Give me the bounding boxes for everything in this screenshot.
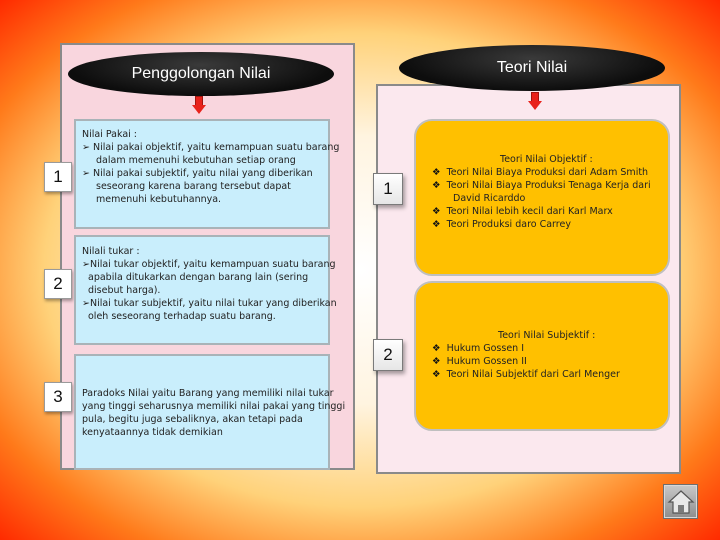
number-badge: 1: [44, 162, 72, 192]
diamond-bullet-icon: ❖: [432, 343, 441, 354]
diamond-bullet-icon: ❖: [432, 356, 441, 367]
list-item: ❖ Hukum Gossen I: [432, 343, 525, 354]
box-text-line: kenyataannya tidak demikian: [82, 427, 223, 438]
number-badge: 3: [44, 382, 72, 412]
list-item: ➢Nilai tukar objektif, yaitu kemampuan suatu barang: [82, 259, 336, 270]
list-item: ❖ Teori Nilai Biaya Produksi dari Adam Smith: [432, 167, 649, 178]
teori-nilai-objektif-box: [414, 119, 670, 276]
list-item-continued: disebut harga).: [88, 285, 161, 296]
list-item: ❖ Hukum Gossen II: [432, 356, 527, 367]
arrow-bullet-icon: ➢: [82, 259, 90, 270]
box-text-line: pula, begitu juga sebaliknya, akan tetapi pada: [82, 414, 303, 425]
right-heading: Teori Nilai: [496, 59, 568, 76]
list-item: ❖ Teori Nilai Subjektif dari Carl Menger: [432, 369, 620, 380]
teori-nilai-subjektif-box: [414, 281, 670, 431]
right-heading-oval: [399, 45, 665, 91]
box-title: Nilai Pakai :: [82, 129, 138, 140]
list-item-continued: memenuhi kebutuhannya.: [96, 194, 222, 205]
left-heading: Penggolongan Nilai: [131, 65, 271, 82]
number-badge: 1: [373, 173, 403, 205]
box-text-line: Paradoks Nilai yaitu Barang yang memiliki nilai tukar: [82, 388, 334, 399]
list-item-continued: seseorang karena barang tersebut dapat: [96, 181, 291, 192]
diamond-bullet-icon: ❖: [432, 167, 441, 178]
box-title: Teori Nilai Objektif :: [500, 154, 593, 165]
home-button[interactable]: [663, 484, 698, 519]
list-item: ❖ Teori Nilai lebih kecil dari Karl Marx: [432, 206, 613, 217]
box-title: Nilali tukar :: [82, 246, 140, 257]
list-item-continued: David Ricarddo: [453, 193, 526, 204]
list-item-continued: oleh seseorang terhadap suatu barang.: [88, 311, 276, 322]
arrow-bullet-icon: ➢: [82, 168, 93, 179]
down-arrow-icon: [528, 92, 542, 110]
diamond-bullet-icon: ❖: [432, 206, 441, 217]
nilai-tukar-box: [74, 235, 337, 345]
list-item-continued: dalam memenuhi kebutuhan setiap orang: [96, 155, 296, 166]
arrow-bullet-icon: ➢: [82, 142, 93, 153]
arrow-bullet-icon: ➢: [82, 298, 90, 309]
diamond-bullet-icon: ❖: [432, 219, 441, 230]
number-badge: 2: [44, 269, 72, 299]
list-item: ➢Nilai tukar subjektif, yaitu nilai tukar yang diberikan: [82, 298, 337, 309]
list-item: ➢ Nilai pakai objektif, yaitu kemampuan suatu barang: [82, 142, 340, 153]
list-item-continued: apabila ditukarkan dengan barang lain (sering: [88, 272, 309, 283]
down-arrow-icon: [192, 96, 206, 114]
nilai-pakai-box: [74, 119, 340, 229]
left-heading-oval: [68, 52, 334, 96]
number-badge: 2: [373, 339, 403, 371]
paradoks-nilai-box: [74, 354, 346, 470]
box-text-line: yang tinggi seharusnya memiliki nilai pakai yang tinggi: [82, 401, 346, 412]
list-item: ❖ Teori Produksi daro Carrey: [432, 219, 571, 230]
list-item: ❖ Teori Nilai Biaya Produksi Tenaga Kerja dari: [432, 180, 651, 191]
list-item: ➢ Nilai pakai subjektif, yaitu nilai yang diberikan: [82, 168, 313, 179]
diamond-bullet-icon: ❖: [432, 369, 441, 380]
home-icon: [667, 488, 695, 516]
diamond-bullet-icon: ❖: [432, 180, 441, 191]
box-title: Teori Nilai Subjektif :: [498, 330, 596, 341]
